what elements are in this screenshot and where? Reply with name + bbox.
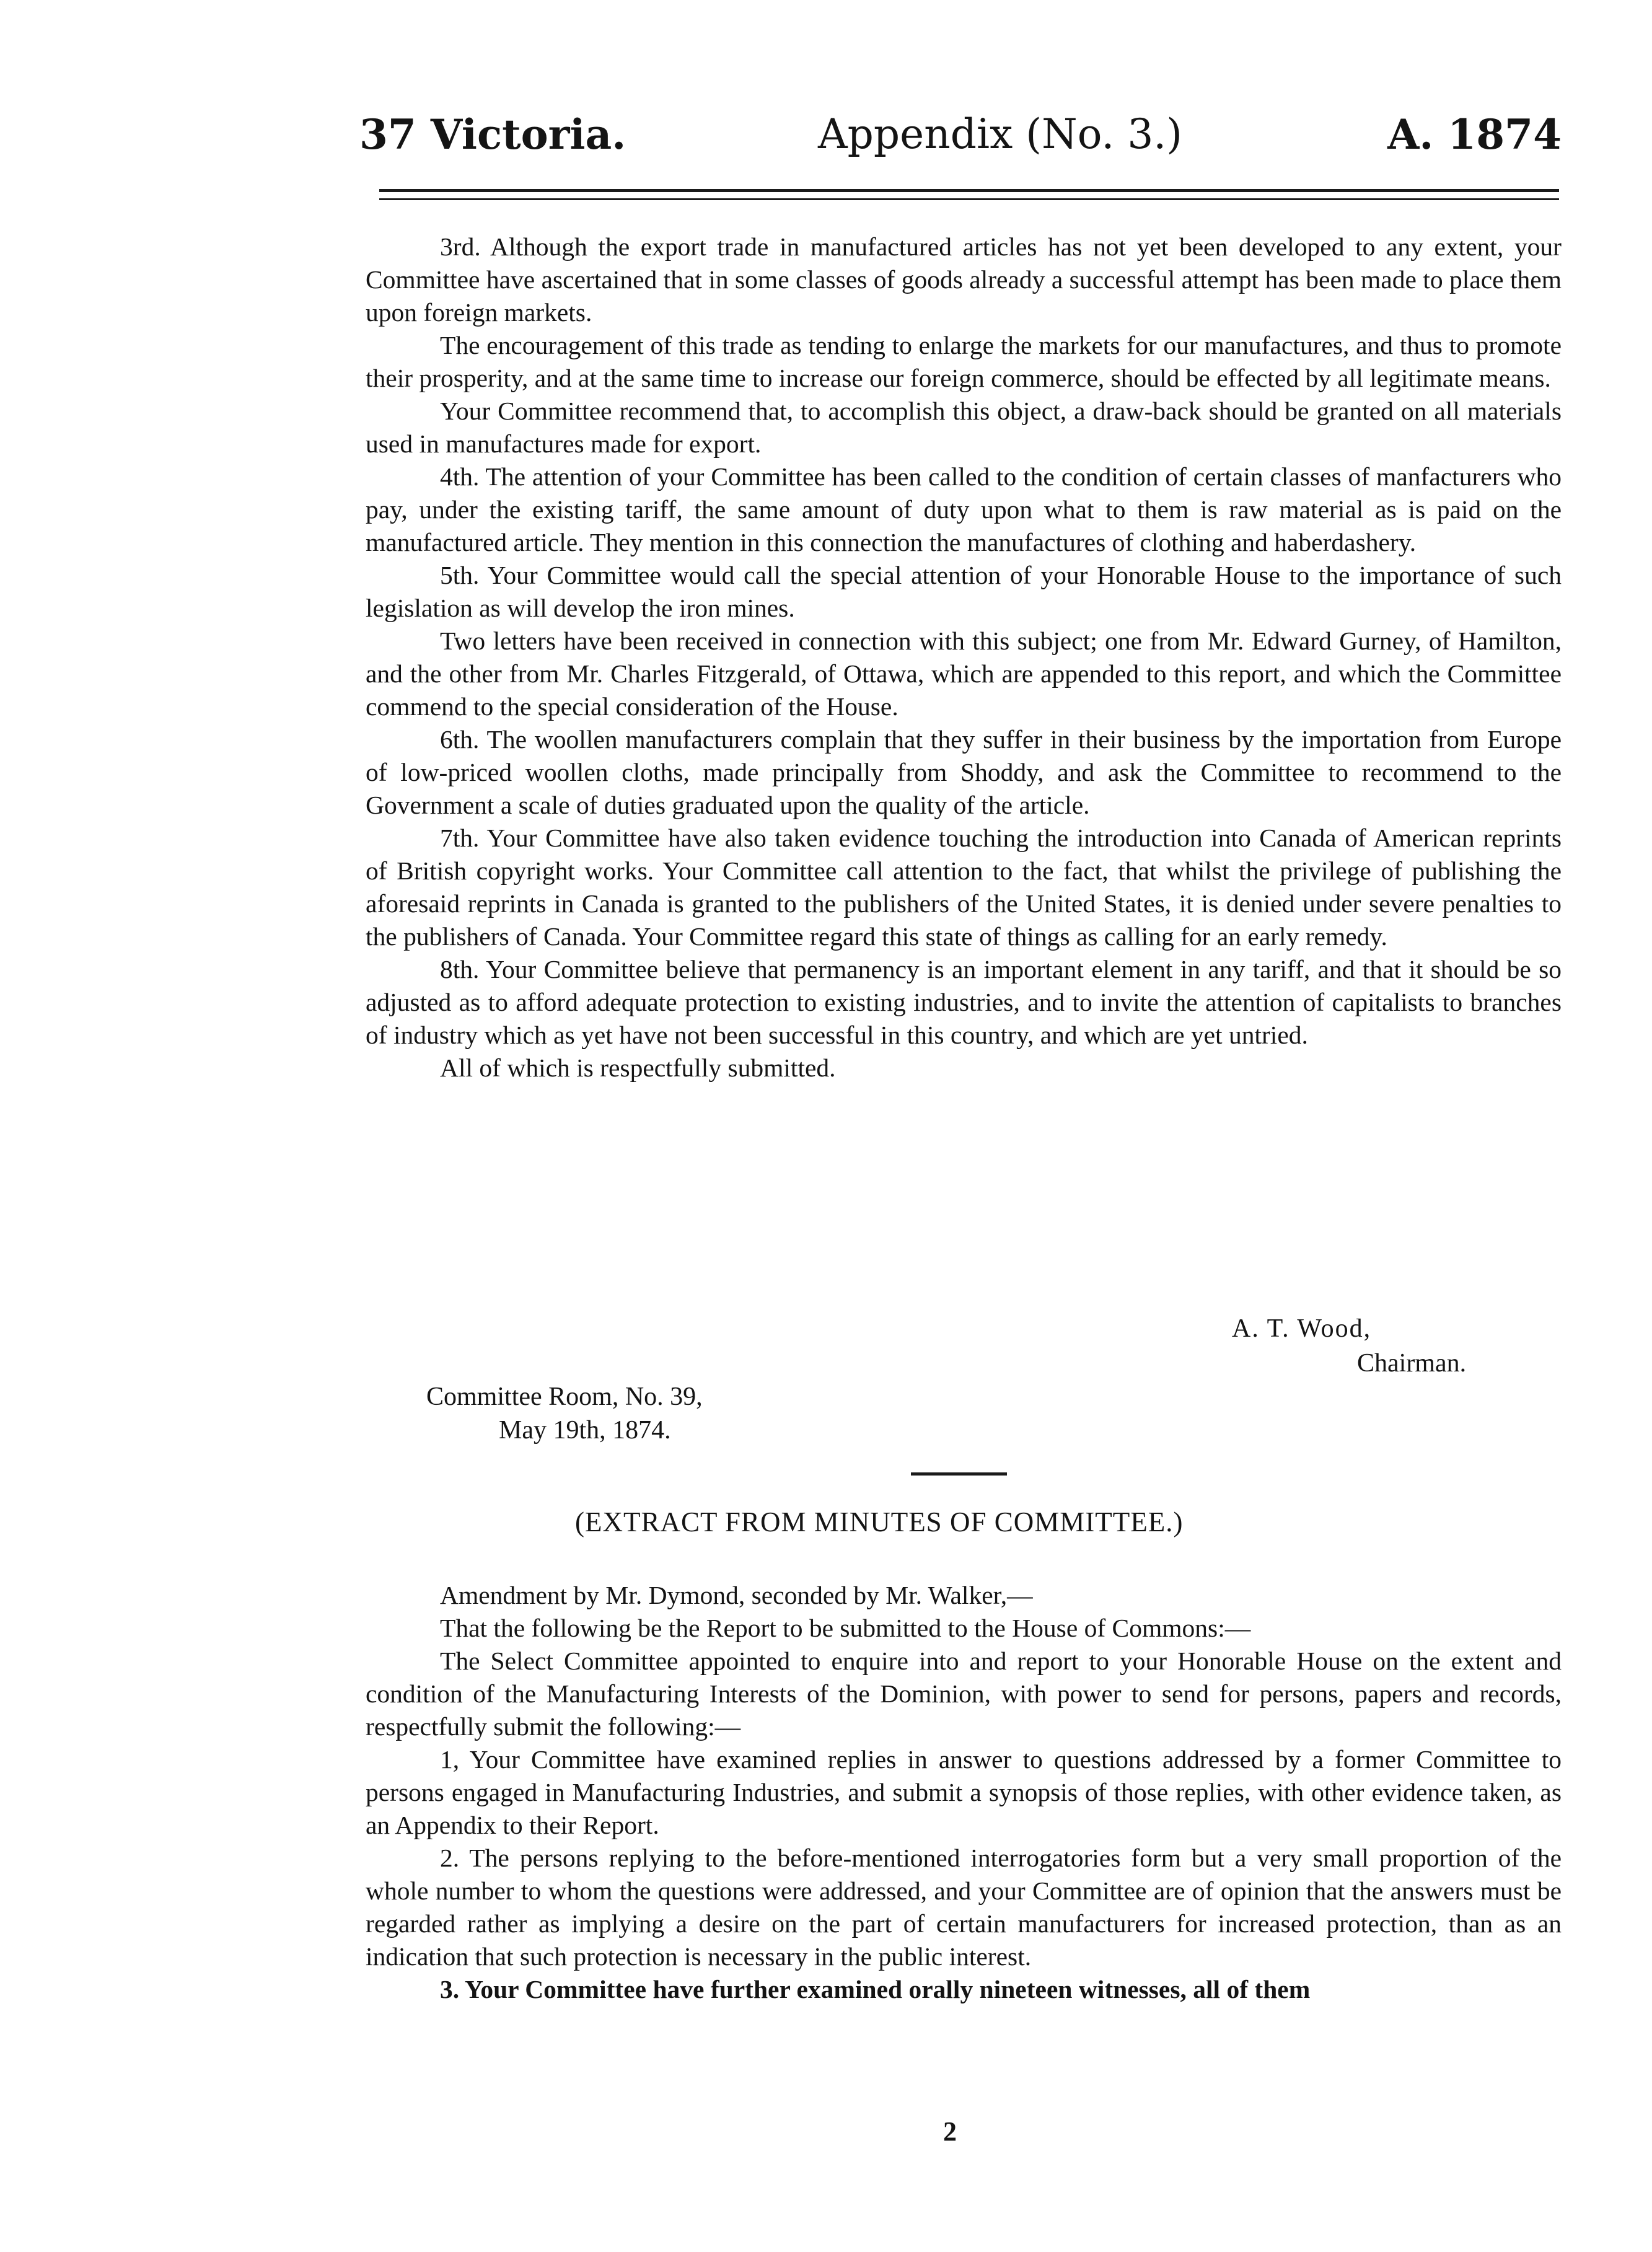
paragraph-7th-copyright: 7th. Your Committee have also taken evidence touching the introduction into Canada of American reprints of British copyright works. Your Committee call attention to the fact, that whilst the privilege of publishing the aforesaid reprints in Canada is granted to the publishers of the United States, it is denied under severe penalties to the publishers of Canada. Your Committee regard this state of things as calling for an early remedy.	[366, 824, 1562, 951]
paragraph-following-report: That the following be the Report to be submitted to the House of Commons:—	[440, 1614, 1251, 1642]
header-appendix-number: Appendix (No. 3.)	[818, 110, 1183, 158]
paragraph-8th-permanency: 8th. Your Committee believe that permanency is an important element in any tariff, and that it should be so adjusted as to afford adequate protection to existing industries, and to invite the attention of capitalists to branches of industry which as yet have not been successful in this country, and which are yet untried.	[366, 955, 1562, 1049]
paragraph-two-letters: Two letters have been received in connection with this subject; one from Mr. Edward Gurney, of Hamilton, and the other from Mr. Charles Fitzgerald, of Ottawa, which are appended to this report, and which the Committee commend to the special consideration of the House.	[366, 627, 1562, 721]
running-header	[359, 110, 1562, 166]
header-year: A. 1874	[1387, 110, 1562, 159]
header-rule-thin	[379, 198, 1559, 200]
paragraph-draw-back: Your Committee recommend that, to accomplish this object, a draw-back should be granted on all materials used in manufactures made for export.	[366, 397, 1562, 458]
section-divider	[911, 1472, 1007, 1476]
report-body	[366, 231, 1562, 1084]
page-number: 2	[943, 2116, 957, 2147]
signature-title: Chairman.	[1357, 1349, 1467, 1378]
paragraph-5th-iron-mines: 5th. Your Committee would call the special attention of your Honorable House to the importance of such legislation as will develop the iron mines.	[366, 561, 1562, 622]
paragraph-encouragement: The encouragement of this trade as tending to enlarge the markets for our manufactures, and thus to promote their prosperity, and at the same time to increase our foreign commerce, should be effected by all legitimate means.	[366, 331, 1562, 392]
paragraph-select-committee: The Select Committee appointed to enquire into and report to your Honorable House on the extent and condition of the Manufacturing Interests of the Dominion, with power to send for persons, papers and records, respectfully submit the following:—	[366, 1647, 1562, 1741]
paragraph-2-persons-replying: 2. The persons replying to the before-mentioned interrogatories form but a very small proportion of the whole number to whom the questions were addressed, and your Committee are of opinion that the answers must be regarded rather as implying a desire on the part of certain manufacturers for increased protection, than as an indication that such protection is necessary in the public interest.	[366, 1844, 1562, 1971]
header-regnal-year: 37 Victoria.	[359, 110, 626, 159]
paragraph-3-witnesses: 3. Your Committee have further examined orally nineteen witnesses, all of them	[440, 1975, 1311, 2003]
extract-heading: (EXTRACT FROM MINUTES OF COMMITTEE.)	[575, 1506, 1184, 1537]
paragraph-amendment: Amendment by Mr. Dymond, seconded by Mr. Walker,—	[440, 1581, 1033, 1609]
committee-room: Committee Room, No. 39,	[426, 1383, 703, 1411]
paragraph-1-replies: 1, Your Committee have examined replies in answer to questions addressed by a former Committee to persons engaged in Manufacturing Industries, and submit a synopsis of those replies, with other evidence taken, as an Appendix to their Report.	[366, 1745, 1562, 1839]
paragraph-3rd-export-trade: 3rd. Although the export trade in manufactured articles has not yet been developed to any extent, your Committee have ascertained that in some classes of goods already a successful attempt has been made to place them upon foreign markets.	[366, 232, 1562, 327]
header-rule-thick	[379, 189, 1559, 192]
report-date: May 19th, 1874.	[499, 1416, 671, 1445]
signature-name: A. T. Wood,	[1232, 1314, 1372, 1343]
paragraph-6th-woollen: 6th. The woollen manufacturers complain that they suffer in their business by the importation from Europe of low-priced woollen cloths, made principally from Shoddy, and ask the Committee to recommend to the Government a scale of duties graduated upon the quality of the article.	[366, 725, 1562, 819]
paragraph-4th-raw-material: 4th. The attention of your Committee has been called to the condition of certain classes of manfacturers who pay, under the existing tariff, the same amount of duty upon what to them is raw material as is paid on the manufactured article. They mention in this connection the manufactures of clothing and haberdashery.	[366, 462, 1562, 556]
extract-body	[366, 1579, 1562, 2006]
paragraph-submitted: All of which is respectfully submitted.	[440, 1053, 836, 1082]
